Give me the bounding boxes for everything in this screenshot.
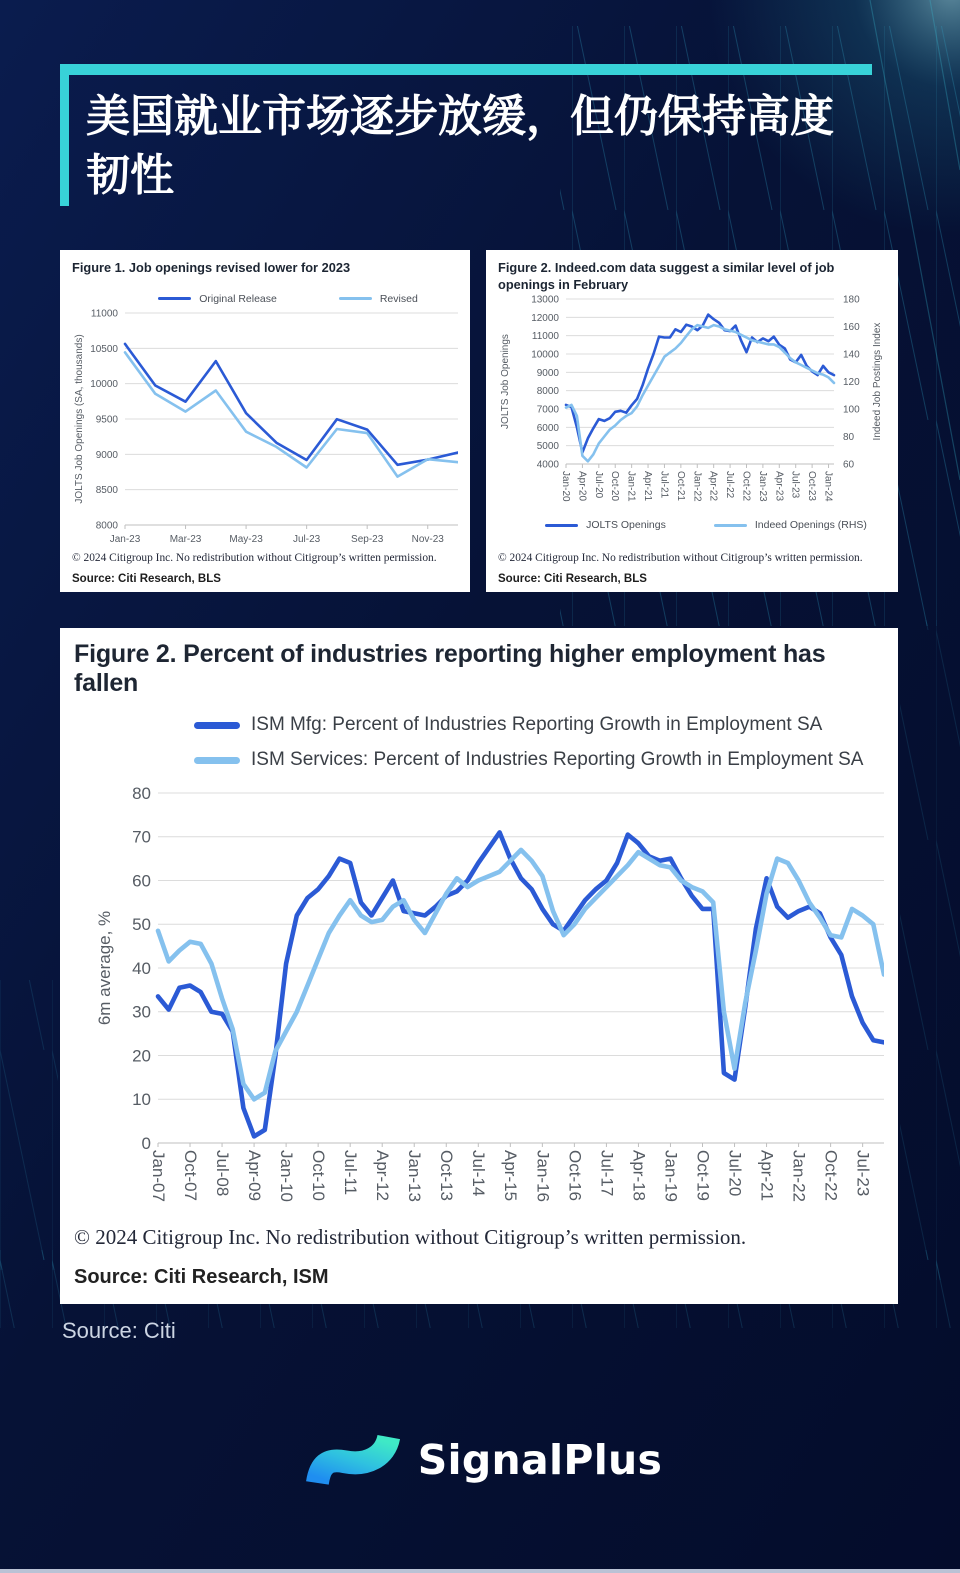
svg-text:Apr-21: Apr-21 [757,1150,777,1202]
legend-swatch [194,722,240,729]
svg-text:Mar-23: Mar-23 [169,533,202,545]
legend-label: Revised [379,292,418,305]
svg-text:Jul-14: Jul-14 [469,1150,489,1197]
figure2-big-title: Figure 2. Percent of industries reporting higher employment has fallen [74,640,826,697]
svg-text:7000: 7000 [536,404,559,416]
figure2-big-source: Source: Citi Research, ISM [74,1266,329,1288]
svg-text:20: 20 [132,1046,151,1066]
legend-item [194,749,884,771]
legend-label: Indeed Openings (RHS) [754,519,867,532]
accent-bar-top [60,64,872,75]
figure2-small-copyright: © 2024 Citigroup Inc. No redistribution without Citigroup’s written permission. [498,552,863,564]
svg-text:50: 50 [132,915,151,935]
svg-text:120: 120 [843,377,860,389]
svg-text:Jan-20: Jan-20 [560,471,571,502]
svg-text:8500: 8500 [95,484,118,496]
svg-text:5000: 5000 [536,441,559,453]
figure2-small-title: Figure 2. Indeed.com data suggest a similar level of job openings in February [498,260,835,292]
svg-text:Jul-20: Jul-20 [592,471,604,499]
svg-text:Indeed Job Postings Index: Indeed Job Postings Index [872,322,883,441]
svg-text:Jul-23: Jul-23 [293,533,321,545]
svg-text:Jul-21: Jul-21 [658,471,670,499]
svg-text:Oct-19: Oct-19 [693,1150,713,1202]
legend-item [194,714,884,736]
svg-text:Apr-20: Apr-20 [576,471,588,502]
svg-text:Apr-18: Apr-18 [629,1150,649,1202]
svg-text:Jul-23: Jul-23 [789,471,801,499]
signalplus-logo-icon [298,1423,402,1497]
legend-item [339,293,418,305]
page-title: 美国就业市场逐步放缓，但仍保持高度韧性 [86,91,834,201]
figure2-big-copyright: © 2024 Citigroup Inc. No redistribution without Citigroup’s written permission. [74,1225,747,1249]
svg-text:11000: 11000 [531,331,559,343]
svg-text:Jul-20: Jul-20 [725,1150,745,1197]
svg-text:JOLTS Job Openings: JOLTS Job Openings [500,334,511,430]
svg-text:11000: 11000 [90,308,118,320]
svg-text:140: 140 [843,349,860,361]
svg-text:10000: 10000 [531,349,559,361]
svg-text:60: 60 [843,459,855,471]
svg-text:Jul-23: Jul-23 [853,1150,873,1197]
svg-text:Oct-23: Oct-23 [806,471,818,502]
figure2-small-chart [498,293,886,515]
svg-text:Oct-10: Oct-10 [309,1150,329,1202]
svg-text:10500: 10500 [90,343,118,355]
svg-text:13000: 13000 [531,294,559,306]
svg-text:Jul-11: Jul-11 [341,1150,361,1196]
svg-text:Apr-23: Apr-23 [773,471,785,502]
svg-text:JOLTS Job Openings (SA, thousa: JOLTS Job Openings (SA, thousands) [74,333,85,504]
legend-label: ISM Services: Percent of Industries Reporting Growth in Employment SA [251,749,864,770]
svg-text:Nov-23: Nov-23 [411,533,444,545]
svg-text:Jan-22: Jan-22 [789,1150,809,1202]
legend-swatch [194,757,240,764]
figure2-big-panel [60,628,898,1304]
svg-text:Oct-21: Oct-21 [674,471,686,502]
figure2-small-legend [498,517,886,533]
svg-text:Jan-07: Jan-07 [148,1150,168,1202]
svg-text:Apr-21: Apr-21 [642,471,654,502]
svg-text:8000: 8000 [536,386,559,398]
svg-text:Jan-24: Jan-24 [822,471,834,502]
svg-text:10: 10 [132,1090,151,1110]
svg-text:30: 30 [132,1002,151,1022]
figure2-small-source: Source: Citi Research, BLS [498,573,647,585]
svg-text:60: 60 [132,871,151,891]
svg-text:9000: 9000 [95,449,118,461]
svg-text:Jan-16: Jan-16 [533,1150,553,1202]
svg-text:6m average, %: 6m average, % [95,910,114,1026]
svg-text:Apr-09: Apr-09 [244,1150,264,1202]
svg-text:4000: 4000 [536,459,559,471]
svg-text:Jan-10: Jan-10 [277,1150,297,1202]
svg-text:80: 80 [132,785,151,803]
svg-text:Jul-22: Jul-22 [724,471,736,499]
svg-text:Jan-13: Jan-13 [405,1150,425,1202]
svg-text:Apr-22: Apr-22 [707,471,719,502]
svg-text:10000: 10000 [90,378,118,390]
svg-text:6000: 6000 [536,423,559,435]
svg-text:Jan-23: Jan-23 [756,471,768,502]
svg-text:Jan-22: Jan-22 [691,471,703,502]
svg-text:180: 180 [843,294,860,306]
legend-label: Original Release [199,292,277,305]
figure2-small-panel [486,250,898,592]
legend-label: ISM Mfg: Percent of Industries Reporting Growth in Employment SA [251,714,823,735]
svg-text:Jan-19: Jan-19 [661,1150,681,1202]
legend-label: JOLTS Openings [586,519,666,532]
legend-item [545,519,666,531]
svg-text:0: 0 [141,1133,151,1153]
svg-text:12000: 12000 [531,313,559,325]
signalplus-logo [0,1420,960,1500]
bottom-edge-strip [0,1569,960,1573]
svg-text:Jan-23: Jan-23 [109,533,141,545]
legend-swatch [158,297,191,300]
svg-text:80: 80 [843,432,855,444]
signalplus-logo-text: SignalPlus [417,1436,663,1484]
svg-text:Apr-15: Apr-15 [501,1150,521,1202]
svg-text:Oct-07: Oct-07 [180,1150,200,1202]
header [60,64,874,205]
legend-swatch [714,524,747,527]
svg-text:Oct-16: Oct-16 [565,1150,585,1202]
legend-item [158,293,277,305]
legend-item [714,519,867,531]
page-source: Source: Citi [62,1318,176,1343]
svg-text:Sep-23: Sep-23 [351,533,384,545]
svg-text:9500: 9500 [95,414,118,426]
svg-text:Oct-13: Oct-13 [437,1150,457,1202]
figure1-panel [60,250,470,592]
figure2-big-chart [74,785,884,1215]
figure1-legend [72,291,458,307]
svg-text:Oct-22: Oct-22 [821,1150,841,1202]
accent-bar-left [60,64,69,206]
figure1-chart [72,307,458,547]
svg-text:Jan-21: Jan-21 [625,471,637,502]
svg-text:Jul-17: Jul-17 [597,1150,617,1197]
svg-text:9000: 9000 [536,368,559,380]
svg-text:8000: 8000 [95,520,118,532]
svg-text:160: 160 [843,322,860,334]
svg-text:Oct-22: Oct-22 [740,471,752,502]
legend-swatch [339,297,372,300]
svg-text:100: 100 [843,404,860,416]
legend-swatch [545,524,578,527]
svg-text:40: 40 [132,958,151,978]
svg-text:May-23: May-23 [229,533,263,545]
svg-text:Oct-20: Oct-20 [609,471,621,502]
figure1-copyright: © 2024 Citigroup Inc. No redistribution without Citigroup’s written permission. [72,552,437,564]
svg-text:Apr-12: Apr-12 [373,1150,393,1202]
figure1-title: Figure 1. Job openings revised lower for 2023 [72,260,351,275]
figure1-source: Source: Citi Research, BLS [72,573,221,585]
figure2-big-legend [194,714,884,771]
svg-text:70: 70 [132,827,151,847]
svg-text:Jul-08: Jul-08 [212,1150,232,1197]
